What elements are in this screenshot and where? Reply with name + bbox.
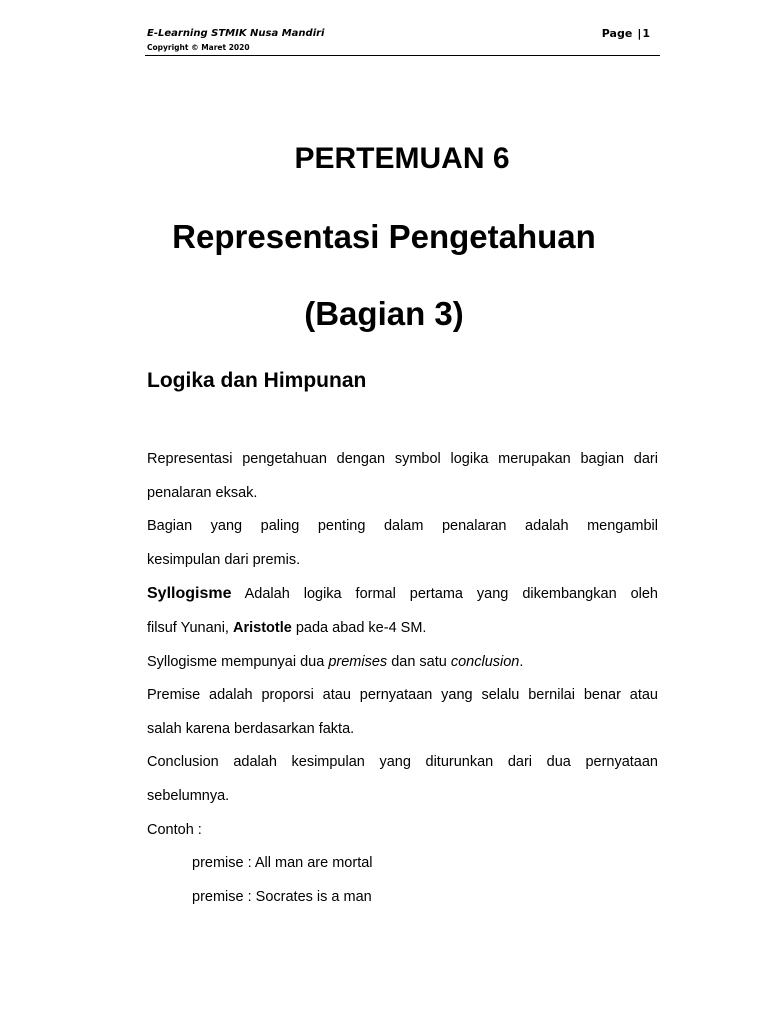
page-number-value: 1	[642, 27, 650, 40]
header-copyright: Copyright © Maret 2020	[147, 43, 250, 52]
document-body	[147, 443, 658, 914]
paragraph-line	[147, 612, 658, 646]
paragraph-line	[147, 646, 658, 680]
paragraph-line: kesimpulan dari premis.	[147, 551, 301, 568]
aristotle-name: Aristotle	[233, 619, 292, 636]
paragraph-text: pada abad ke-4 SM.	[291, 619, 427, 636]
paragraph-text: filsuf Yunani,	[147, 619, 233, 636]
paragraph-text: Syllogisme mempunyai dua	[147, 653, 329, 670]
premises-term: premises	[328, 653, 388, 670]
part-title: (Bagian 3)	[304, 295, 464, 332]
page-separator: |	[637, 27, 642, 40]
header-divider	[145, 55, 660, 56]
conclusion-term: conclusion	[450, 653, 520, 670]
paragraph-line: Premise adalah proporsi atau pernyataan yang selalu bernilai benar atau	[147, 687, 658, 704]
example-premise: premise : All man are mortal	[192, 855, 373, 872]
page-label: Page	[601, 27, 633, 40]
header-brand: E-Learning STMIK Nusa Mandiri	[147, 28, 325, 39]
page-number	[602, 27, 650, 41]
example-label: Contoh :	[147, 821, 202, 838]
paragraph-text: Adalah logika formal pertama yang dikembangkan oleh	[231, 586, 658, 603]
paragraph-text: .	[519, 653, 524, 670]
paragraph-line: Bagian yang paling penting dalam penalaran adalah mengambil	[147, 518, 658, 535]
paragraph-line: Conclusion adalah kesimpulan yang diturunkan dari dua pernyataan	[147, 754, 658, 771]
section-heading: Logika dan Himpunan	[147, 369, 367, 392]
page-header	[147, 27, 324, 53]
paragraph-line: sebelumnya.	[147, 787, 230, 804]
syllogisme-term: Syllogisme	[147, 585, 232, 603]
paragraph-text: dan satu	[387, 653, 451, 670]
paragraph-line: Representasi pengetahuan dengan symbol logika merupakan bagian dari	[147, 451, 658, 467]
topic-title: Representasi Pengetahuan	[172, 218, 596, 255]
meeting-title: PERTEMUAN 6	[294, 142, 510, 175]
paragraph-line	[147, 577, 658, 612]
example-premise: premise : Socrates is a man	[192, 888, 372, 905]
paragraph-line: salah karena berdasarkan fakta.	[147, 720, 355, 737]
paragraph-line: penalaran eksak.	[147, 484, 258, 501]
